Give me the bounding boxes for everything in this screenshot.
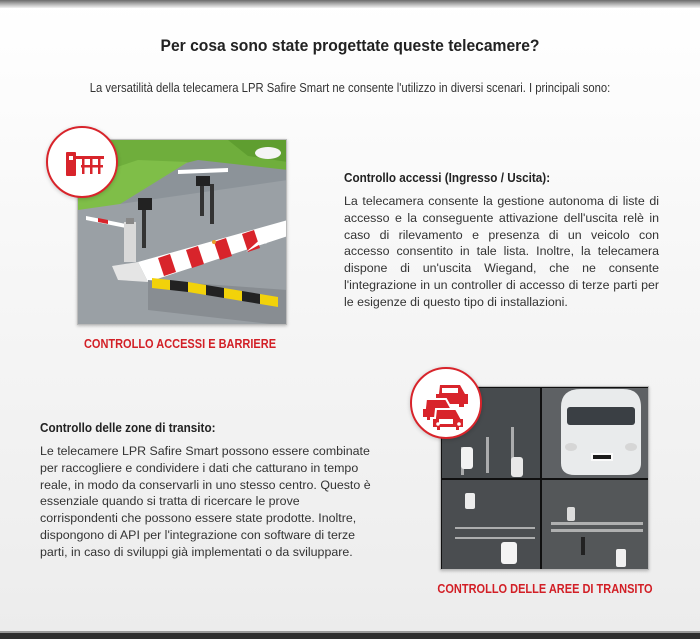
page-title: Per cosa sono state progettate queste telecamere? (160, 36, 540, 55)
top-border (0, 0, 700, 8)
section-2-heading: Controllo delle zone di transito: (40, 420, 216, 435)
bottom-border (0, 633, 700, 639)
section-1-text: La telecamera consente la gestione autonoma di liste di accesso e la conseguente attivazione dell'uscita relè in caso di rilevamento e presenza di un veicolo con accesso consentito in tale lista. Inoltre, la telecamera dispone di un'uscita Wiegand, che ne consente l'integrazione in un controller di accesso di terze parti per le esigenze di questo tipo di installazioni. (344, 194, 659, 309)
intro-text: La versatilità della telecamera LPR Safire Smart ne consente l'utilizzo in diversi scenari. I principali sono: (89, 81, 611, 95)
section-1-heading: Controllo accessi (Ingresso / Uscita): (344, 170, 551, 185)
section-2-text: Le telecamere LPR Safire Smart possono essere combinate per raccogliere e condividere i dati che catturano in tempo reale, in modo da conservarli in uno stesso centro. Questo è essenziale quando si tratta di ricercare le prove corrispondenti che possono essere state prodotte. Inoltre, dispongono di API per l'integrazione con software di terze parti, in caso di sviluppi già implementati o da sviluppare. (40, 444, 371, 559)
section-1-caption: CONTROLLO ACCESSI E BARRIERE (83, 337, 277, 351)
section-2-caption: CONTROLLO DELLE AREE DI TRANSITO (437, 582, 653, 596)
barrier-gate-icon (46, 126, 118, 198)
cars-icon (410, 367, 482, 439)
